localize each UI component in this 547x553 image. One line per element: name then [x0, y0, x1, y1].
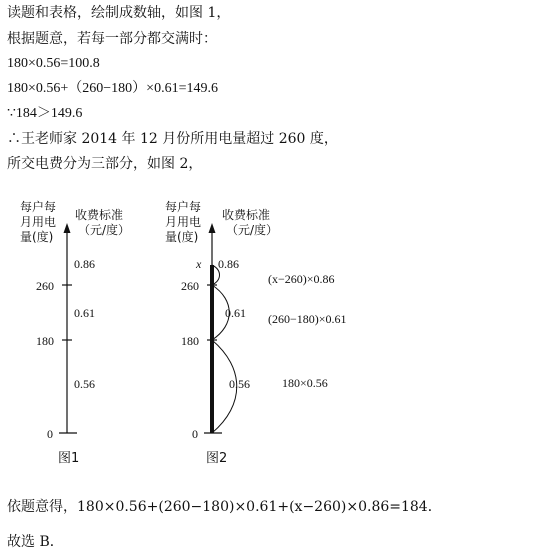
fig1-rate-056: 0.56 — [74, 377, 95, 391]
text-line-4: 180×0.56+（260−180）×0.61=149.6 — [7, 81, 218, 96]
fig2-y-label-line3: 量(度) — [165, 230, 199, 244]
fig1-y-label-line3: 量(度) — [20, 230, 54, 244]
fig1-y-label-line1: 每户每 — [20, 200, 57, 214]
text-line-5: ∵184＞149.6 — [7, 106, 83, 121]
fig2-caption: 图2 — [206, 451, 228, 466]
fig2-tick-label-260: 260 — [181, 279, 199, 293]
fig2-top-variable: x — [196, 257, 202, 271]
text-line-1: 读题和表格，绘制成数轴，如图 1， — [7, 5, 231, 21]
answer-line: 故选 B． — [7, 534, 64, 550]
fig2-tick-label-180: 180 — [181, 334, 199, 348]
fig1-rate-061: 0.61 — [74, 306, 95, 320]
fig1-tick-label-0: 0 — [47, 427, 53, 441]
fig2-y-label-line1: 每户每 — [165, 200, 202, 214]
fig2-expression-top: (x−260)×0.86 — [268, 272, 335, 286]
equation-line: 依题意得，180×0.56+(260−180)×0.61+(x−260)×0.86=184． — [7, 499, 442, 515]
fig2-y-label-line2: 月用电 — [165, 215, 202, 229]
fig1-caption: 图1 — [58, 451, 80, 466]
fig1-arrow-head — [64, 223, 71, 233]
fig2-rate-086: 0.86 — [218, 257, 239, 271]
fig1-y-label-line2: 月用电 — [20, 215, 57, 229]
fig1-tick-label-180: 180 — [36, 334, 54, 348]
fig2-expression-middle: (260−180)×0.61 — [268, 312, 347, 326]
fig2-arrow-head — [209, 223, 216, 233]
fig2-rate-056: 0.56 — [229, 377, 250, 391]
fig1-rate-086: 0.86 — [74, 257, 95, 271]
fig2-expression-bottom: 180×0.56 — [282, 376, 328, 390]
fig1-tick-label-260: 260 — [36, 279, 54, 293]
fig1-rate-label-line2: （元/度） — [78, 223, 131, 237]
fig2-rate-label-line1: 收费标准 — [222, 208, 271, 222]
text-line-2: 根据题意，若每一部分都交满时： — [7, 31, 217, 47]
figure-2 — [165, 199, 347, 466]
fig2-rate-label-line2: （元/度） — [226, 223, 279, 237]
fig1-rate-label-line1: 收费标准 — [75, 208, 124, 222]
text-line-7: 所交电费分为三部分，如图 2， — [7, 156, 203, 172]
text-line-3: 180×0.56=100.8 — [7, 56, 100, 71]
figure-1 — [20, 199, 130, 466]
fig2-tick-label-0: 0 — [192, 427, 198, 441]
text-line-6: ∴王老师家 2014 年 12 月份所用电量超过 260 度， — [7, 131, 338, 147]
fig2-rate-061: 0.61 — [225, 306, 246, 320]
